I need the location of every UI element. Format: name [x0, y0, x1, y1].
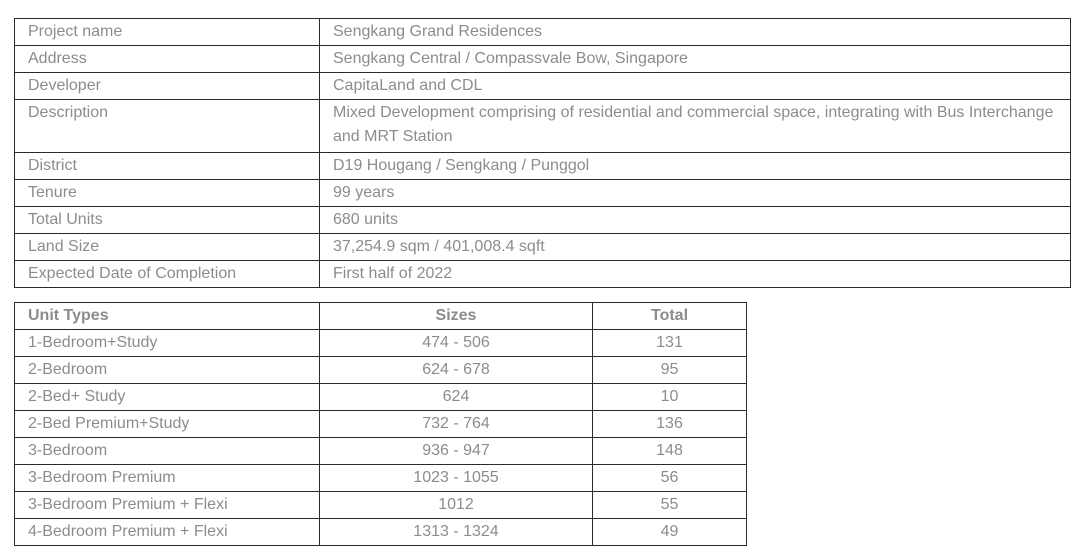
- table-row: [15, 492, 747, 519]
- unit-types-table: [14, 302, 747, 546]
- column-header-sizes: Sizes: [320, 303, 593, 330]
- developer-label: Developer: [15, 73, 320, 100]
- table-row: [15, 465, 747, 492]
- unit-size-cell: 732 - 764: [320, 411, 593, 438]
- unit-size-cell: 936 - 947: [320, 438, 593, 465]
- description-value: Mixed Development comprising of residential and commercial space, integrating with Bus Interchange and MRT Station: [320, 100, 1071, 153]
- table-row: [15, 180, 1071, 207]
- unit-type-cell: 1-Bedroom+Study: [15, 330, 320, 357]
- column-header-total: Total: [593, 303, 747, 330]
- address-value: Sengkang Central / Compassvale Bow, Singapore: [320, 46, 1071, 73]
- table-row: [15, 153, 1071, 180]
- column-header-unit-types: Unit Types: [15, 303, 320, 330]
- developer-value: CapitaLand and CDL: [320, 73, 1071, 100]
- table-row: [15, 207, 1071, 234]
- completion-date-value: First half of 2022: [320, 261, 1071, 288]
- unit-size-cell: 1313 - 1324: [320, 519, 593, 546]
- table-row: [15, 100, 1071, 153]
- land-size-label: Land Size: [15, 234, 320, 261]
- unit-type-cell: 2-Bed Premium+Study: [15, 411, 320, 438]
- table-row: [15, 411, 747, 438]
- address-label: Address: [15, 46, 320, 73]
- unit-type-cell: 2-Bed+ Study: [15, 384, 320, 411]
- table-row: [15, 73, 1071, 100]
- unit-size-cell: 1023 - 1055: [320, 465, 593, 492]
- district-label: District: [15, 153, 320, 180]
- unit-type-cell: 2-Bedroom: [15, 357, 320, 384]
- table-row: [15, 330, 747, 357]
- project-name-label: Project name: [15, 19, 320, 46]
- table-row: [15, 234, 1071, 261]
- unit-size-cell: 624 - 678: [320, 357, 593, 384]
- project-info-table: [14, 18, 1071, 288]
- unit-total-cell: 55: [593, 492, 747, 519]
- unit-type-cell: 3-Bedroom Premium: [15, 465, 320, 492]
- unit-type-cell: 3-Bedroom: [15, 438, 320, 465]
- unit-size-cell: 624: [320, 384, 593, 411]
- table-row: [15, 384, 747, 411]
- unit-type-cell: 3-Bedroom Premium + Flexi: [15, 492, 320, 519]
- unit-total-cell: 131: [593, 330, 747, 357]
- table-row: [15, 357, 747, 384]
- unit-total-cell: 49: [593, 519, 747, 546]
- unit-total-cell: 136: [593, 411, 747, 438]
- tenure-value: 99 years: [320, 180, 1071, 207]
- table-row: [15, 19, 1071, 46]
- completion-date-label: Expected Date of Completion: [15, 261, 320, 288]
- unit-total-cell: 148: [593, 438, 747, 465]
- table-row: [15, 261, 1071, 288]
- table-header-row: [15, 303, 747, 330]
- table-row: [15, 438, 747, 465]
- table-row: [15, 519, 747, 546]
- description-label: Description: [15, 100, 320, 153]
- project-name-value: Sengkang Grand Residences: [320, 19, 1071, 46]
- district-value: D19 Hougang / Sengkang / Punggol: [320, 153, 1071, 180]
- total-units-value: 680 units: [320, 207, 1071, 234]
- total-units-label: Total Units: [15, 207, 320, 234]
- unit-total-cell: 56: [593, 465, 747, 492]
- unit-size-cell: 474 - 506: [320, 330, 593, 357]
- tenure-label: Tenure: [15, 180, 320, 207]
- land-size-value: 37,254.9 sqm / 401,008.4 sqft: [320, 234, 1071, 261]
- table-row: [15, 46, 1071, 73]
- unit-type-cell: 4-Bedroom Premium + Flexi: [15, 519, 320, 546]
- unit-total-cell: 95: [593, 357, 747, 384]
- unit-total-cell: 10: [593, 384, 747, 411]
- unit-size-cell: 1012: [320, 492, 593, 519]
